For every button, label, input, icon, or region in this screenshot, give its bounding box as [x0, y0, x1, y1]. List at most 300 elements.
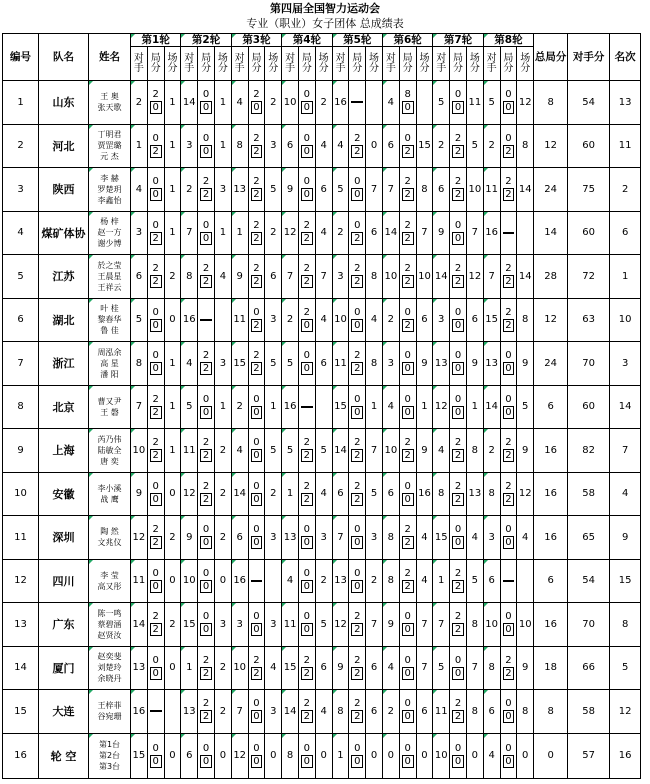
game-score-cell [349, 472, 366, 516]
game-score-top: 0 [404, 350, 411, 362]
rank: 6 [610, 211, 641, 255]
opponent-cell: 2 [433, 124, 450, 168]
match-score-cell: 4 [214, 255, 231, 299]
game-score-cell [248, 124, 265, 168]
player-name: 罗楚玥 [97, 184, 122, 194]
game-score: 2 [251, 319, 263, 332]
header-round: 第1轮 [131, 34, 181, 47]
game-score-top: 0 [152, 567, 159, 579]
opponent-cell: 12 [181, 472, 198, 516]
game-score-top: 2 [404, 524, 411, 536]
opponent-score: 54 [568, 559, 610, 603]
match-score-cell: 10 [466, 168, 483, 212]
row-number: 1 [3, 81, 39, 125]
player-name: 黎春华 [97, 315, 122, 325]
game-score [251, 580, 263, 582]
opponent-cell: 9 [131, 472, 148, 516]
match-score-cell: 3 [214, 603, 231, 647]
game-score: 0 [301, 101, 313, 114]
match-score-cell: 2 [214, 472, 231, 516]
opponent-cell: 10 [332, 298, 349, 342]
game-score: 0 [251, 406, 263, 419]
player-name: 高 星 [100, 358, 119, 368]
match-score-cell: 0 [466, 733, 483, 778]
rank: 2 [610, 168, 641, 212]
match-score-cell: 3 [265, 124, 282, 168]
opponent-cell: 14 [332, 429, 349, 473]
team-name: 浙江 [39, 342, 89, 386]
game-score-cell [500, 516, 517, 560]
game-score: 2 [503, 493, 515, 506]
game-score-top: 0 [152, 306, 159, 318]
table-row [3, 342, 641, 386]
opponent-cell: 1 [433, 559, 450, 603]
opponent-cell: 10 [382, 429, 399, 473]
game-score-cell [349, 429, 366, 473]
opponent-cell: 12 [282, 211, 299, 255]
game-score-top: 0 [303, 611, 311, 623]
game-score: 2 [301, 493, 313, 506]
game-score: 2 [402, 232, 414, 245]
match-score-cell: 7 [315, 255, 332, 299]
player-name: 赵奕斐 [97, 652, 122, 662]
opponent-cell: 4 [332, 124, 349, 168]
game-score-cell [349, 124, 366, 168]
game-score-cell [399, 298, 416, 342]
opponent-cell: 8 [231, 124, 248, 168]
match-score-cell: 6 [315, 168, 332, 212]
match-score-cell: 4 [315, 472, 332, 516]
opponent-cell: 10 [131, 429, 148, 473]
game-score-top: 2 [253, 176, 260, 188]
header-sub: 对手 [282, 47, 299, 81]
game-score-cell [198, 168, 215, 212]
game-score-top: 2 [253, 263, 260, 275]
game-score-cell [500, 603, 517, 647]
game-score: 2 [301, 667, 313, 680]
game-score-cell [349, 342, 366, 386]
player-name: 潘 阳 [100, 369, 119, 379]
player-name: 李鑫怡 [97, 195, 122, 205]
game-score-top: 2 [505, 176, 512, 188]
game-score-cell [500, 298, 517, 342]
team-name: 广东 [39, 603, 89, 647]
game-score-cell [198, 429, 215, 473]
page-subtitle: 专业（职业）女子团体 总成绩表 [246, 17, 404, 30]
game-score-cell [399, 690, 416, 734]
player-name: 王晨星 [97, 271, 122, 281]
match-score-cell: 1 [164, 81, 181, 125]
game-score-top: 2 [152, 524, 159, 536]
match-score-cell: 5 [265, 342, 282, 386]
player-names [89, 429, 131, 473]
game-score-top: 2 [454, 263, 462, 275]
game-score-cell [198, 733, 215, 778]
row-number: 14 [3, 646, 39, 690]
game-score: 2 [200, 667, 212, 680]
opponent-score: 60 [568, 124, 610, 168]
match-score-cell: 2 [214, 690, 231, 734]
match-score-cell: 2 [366, 559, 383, 603]
game-score-cell [147, 733, 164, 778]
total-game-score: 16 [534, 429, 568, 473]
match-score-cell [517, 211, 534, 255]
opponent-cell: 14 [282, 690, 299, 734]
table-row [3, 733, 641, 778]
game-score-cell [349, 559, 366, 603]
game-score-cell [500, 342, 517, 386]
game-score: 0 [503, 710, 515, 723]
rank: 4 [610, 472, 641, 516]
header-round: 第5轮 [332, 34, 382, 47]
player-name: 叶 桂 [100, 304, 119, 314]
game-score-top: 2 [505, 654, 512, 666]
match-score-cell: 10 [416, 255, 433, 299]
opponent-cell: 6 [483, 690, 500, 734]
rank: 11 [610, 124, 641, 168]
game-score-top: 0 [152, 132, 159, 144]
game-score-top: 0 [152, 480, 159, 492]
match-score-cell: 13 [466, 472, 483, 516]
game-score: 0 [301, 623, 313, 636]
game-score: 0 [301, 319, 313, 332]
game-score-top: 0 [404, 611, 411, 623]
opponent-cell: 10 [433, 733, 450, 778]
game-score: 2 [503, 667, 515, 680]
player-names [89, 81, 131, 125]
game-score-cell [450, 690, 467, 734]
row-number: 16 [3, 733, 39, 778]
header-rank: 名次 [610, 34, 641, 81]
game-score-top: 0 [454, 306, 462, 318]
player-name: 战 鹰 [100, 494, 119, 504]
game-score-top: 2 [404, 567, 411, 579]
match-score-cell: 8 [466, 603, 483, 647]
opponent-cell: 6 [231, 516, 248, 560]
game-score-top: 2 [303, 654, 311, 666]
opponent-cell: 16 [231, 559, 248, 603]
opponent-cell: 7 [181, 211, 198, 255]
team-name: 大连 [39, 690, 89, 734]
game-score-top: 2 [354, 654, 361, 666]
opponent-cell: 1 [231, 211, 248, 255]
opponent-score: 70 [568, 603, 610, 647]
opponent-cell: 8 [282, 733, 299, 778]
game-score-top: 2 [354, 611, 361, 623]
game-score-cell [500, 255, 517, 299]
match-score-cell: 2 [265, 211, 282, 255]
game-score: 0 [402, 406, 414, 419]
opponent-cell: 13 [433, 342, 450, 386]
game-score: 2 [150, 449, 162, 462]
player-name: 元 杰 [100, 152, 119, 162]
rank: 7 [610, 429, 641, 473]
game-score: 0 [351, 755, 363, 768]
opponent-cell: 15 [231, 342, 248, 386]
game-score [351, 101, 363, 103]
match-score-cell: 0 [164, 646, 181, 690]
match-score-cell: 3 [265, 516, 282, 560]
match-score-cell: 4 [466, 516, 483, 560]
header-sub: 场分 [416, 47, 433, 81]
game-score-cell [147, 603, 164, 647]
match-score-cell: 8 [517, 298, 534, 342]
game-score-top: 2 [454, 611, 462, 623]
header-round: 第6轮 [382, 34, 432, 47]
game-score-cell [198, 603, 215, 647]
game-score [200, 319, 212, 321]
game-score-cell [298, 385, 315, 429]
match-score-cell: 3 [214, 342, 231, 386]
header-sub: 对手 [332, 47, 349, 81]
header-sub: 对手 [181, 47, 198, 81]
game-score-cell [298, 472, 315, 516]
match-score-cell: 8 [366, 255, 383, 299]
game-score-cell [500, 733, 517, 778]
opponent-cell: 3 [181, 124, 198, 168]
player-names [89, 603, 131, 647]
game-score-top: 0 [253, 742, 260, 754]
header-sub: 局分 [298, 47, 315, 81]
row-number: 6 [3, 298, 39, 342]
game-score-top: 2 [354, 437, 361, 449]
opponent-cell: 5 [433, 646, 450, 690]
game-score: 0 [200, 232, 212, 245]
game-score-top: 0 [202, 567, 210, 579]
opponent-cell: 11 [433, 690, 450, 734]
game-score-top: 0 [404, 306, 411, 318]
table-row [3, 690, 641, 734]
game-score-cell [198, 690, 215, 734]
match-score-cell: 5 [466, 124, 483, 168]
match-score-cell: 1 [164, 429, 181, 473]
rank: 5 [610, 646, 641, 690]
game-score-top: 0 [505, 350, 512, 362]
game-score-top: 0 [152, 350, 159, 362]
header-sub: 场分 [366, 47, 383, 81]
opponent-cell: 3 [483, 516, 500, 560]
game-score: 2 [200, 275, 212, 288]
game-score: 2 [351, 275, 363, 288]
game-score-top: 0 [404, 480, 411, 492]
team-name: 四川 [39, 559, 89, 603]
game-score-cell [298, 124, 315, 168]
team-name: 煤矿体协 [39, 211, 89, 255]
game-score-cell [450, 516, 467, 560]
game-score: 2 [452, 188, 464, 201]
player-names [89, 690, 131, 734]
game-score: 0 [402, 755, 414, 768]
opponent-cell: 3 [332, 255, 349, 299]
player-name: 王 磐 [100, 407, 119, 417]
game-score: 2 [351, 362, 363, 375]
player-name: 唐 奕 [100, 456, 119, 466]
game-score: 0 [351, 406, 363, 419]
game-score-cell [147, 168, 164, 212]
header-sub: 场分 [265, 47, 282, 81]
game-score: 2 [351, 710, 363, 723]
table-row [3, 211, 641, 255]
player-names [89, 298, 131, 342]
match-score-cell: 4 [315, 298, 332, 342]
opponent-cell: 0 [382, 733, 399, 778]
game-score-cell [248, 385, 265, 429]
opponent-cell: 3 [382, 342, 399, 386]
player-name: 芮乃伟 [97, 434, 122, 444]
match-score-cell [517, 559, 534, 603]
game-score-top: 0 [202, 132, 210, 144]
opponent-cell: 4 [282, 559, 299, 603]
game-score-cell [450, 646, 467, 690]
player-names [89, 168, 131, 212]
game-score-cell [248, 690, 265, 734]
opponent-cell: 10 [181, 559, 198, 603]
game-score [503, 232, 515, 234]
team-name: 安徽 [39, 472, 89, 516]
total-game-score: 16 [534, 603, 568, 647]
table-row [3, 603, 641, 647]
row-number: 2 [3, 124, 39, 168]
game-score: 2 [200, 710, 212, 723]
game-score: 2 [150, 406, 162, 419]
game-score-cell [399, 516, 416, 560]
opponent-cell: 4 [231, 429, 248, 473]
game-score: 0 [150, 667, 162, 680]
game-score-top: 0 [505, 611, 512, 623]
game-score-cell [298, 516, 315, 560]
game-score-cell [298, 168, 315, 212]
total-game-score: 8 [534, 81, 568, 125]
match-score-cell: 6 [315, 646, 332, 690]
opponent-score: 60 [568, 385, 610, 429]
match-score-cell: 2 [265, 81, 282, 125]
match-score-cell: 3 [366, 516, 383, 560]
player-name: 李 赫 [100, 173, 119, 183]
match-score-cell: 16 [416, 472, 433, 516]
game-score-cell [298, 255, 315, 299]
match-score-cell: 4 [315, 211, 332, 255]
game-score: 0 [452, 319, 464, 332]
game-score-top: 2 [354, 263, 361, 275]
page-title: 第四届全国智力运动会 [270, 2, 380, 15]
match-score-cell: 14 [517, 255, 534, 299]
header-round: 第4轮 [282, 34, 332, 47]
match-score-cell: 8 [466, 429, 483, 473]
game-score: 2 [150, 145, 162, 158]
game-score: 2 [251, 145, 263, 158]
header-round: 第7轮 [433, 34, 483, 47]
opponent-cell: 2 [332, 211, 349, 255]
game-score: 2 [150, 623, 162, 636]
game-score-cell [147, 646, 164, 690]
match-score-cell: 0 [366, 733, 383, 778]
game-score: 2 [150, 275, 162, 288]
game-score: 0 [402, 667, 414, 680]
header-sub: 场分 [315, 47, 332, 81]
opponent-cell: 11 [282, 603, 299, 647]
row-number: 10 [3, 472, 39, 516]
game-score-top: 0 [354, 742, 361, 754]
match-score-cell: 9 [517, 429, 534, 473]
game-score-top: 2 [202, 654, 210, 666]
opponent-cell: 2 [131, 81, 148, 125]
player-name: 陶 然 [100, 527, 119, 537]
match-score-cell: 7 [366, 429, 383, 473]
game-score-top: 2 [505, 306, 512, 318]
game-score-top: 2 [354, 350, 361, 362]
opponent-cell: 2 [382, 690, 399, 734]
game-score: 0 [150, 493, 162, 506]
game-score-top: 2 [505, 480, 512, 492]
opponent-cell: 5 [181, 385, 198, 429]
opponent-cell: 6 [332, 472, 349, 516]
opponent-cell: 6 [181, 733, 198, 778]
game-score-cell [399, 646, 416, 690]
opponent-cell: 12 [231, 733, 248, 778]
game-score [301, 406, 313, 408]
opponent-cell: 9 [181, 516, 198, 560]
match-score-cell: 2 [315, 81, 332, 125]
header-team: 队名 [39, 34, 89, 81]
match-score-cell: 1 [214, 124, 231, 168]
game-score: 2 [251, 275, 263, 288]
match-score-cell: 1 [214, 211, 231, 255]
game-score-top: 2 [152, 89, 159, 101]
game-score-cell [500, 646, 517, 690]
header-name: 姓名 [89, 34, 131, 81]
player-names [89, 733, 131, 778]
game-score: 2 [503, 188, 515, 201]
player-name: 赵一方 [97, 228, 122, 238]
match-score-cell: 6 [366, 690, 383, 734]
match-score-cell: 8 [517, 690, 534, 734]
table-row [3, 646, 641, 690]
opponent-cell: 2 [231, 385, 248, 429]
game-score-cell [198, 81, 215, 125]
opponent-score: 58 [568, 472, 610, 516]
game-score-top: 0 [505, 742, 512, 754]
opponent-cell: 7 [433, 603, 450, 647]
game-score: 0 [251, 493, 263, 506]
game-score-top: 2 [404, 176, 411, 188]
opponent-cell: 13 [231, 168, 248, 212]
header-sub: 场分 [466, 47, 483, 81]
game-score-top: 0 [454, 89, 462, 101]
opponent-cell: 9 [282, 168, 299, 212]
opponent-cell: 1 [131, 124, 148, 168]
match-score-cell: 6 [416, 298, 433, 342]
game-score-top: 0 [253, 437, 260, 449]
game-score: 2 [452, 493, 464, 506]
game-score-top: 2 [202, 698, 210, 710]
game-score-top: 2 [354, 698, 361, 710]
game-score-cell [349, 733, 366, 778]
match-score-cell: 4 [416, 559, 433, 603]
game-score-cell [349, 603, 366, 647]
game-score-top: 0 [505, 89, 512, 101]
game-score-cell [450, 124, 467, 168]
opponent-cell: 6 [382, 124, 399, 168]
game-score-top: 0 [404, 742, 411, 754]
opponent-cell: 7 [332, 516, 349, 560]
match-score-cell: 0 [214, 733, 231, 778]
game-score-cell [248, 429, 265, 473]
match-score-cell: 11 [466, 81, 483, 125]
header-round: 第3轮 [231, 34, 281, 47]
game-score: 0 [351, 580, 363, 593]
game-score-cell [147, 342, 164, 386]
game-score: 2 [150, 232, 162, 245]
